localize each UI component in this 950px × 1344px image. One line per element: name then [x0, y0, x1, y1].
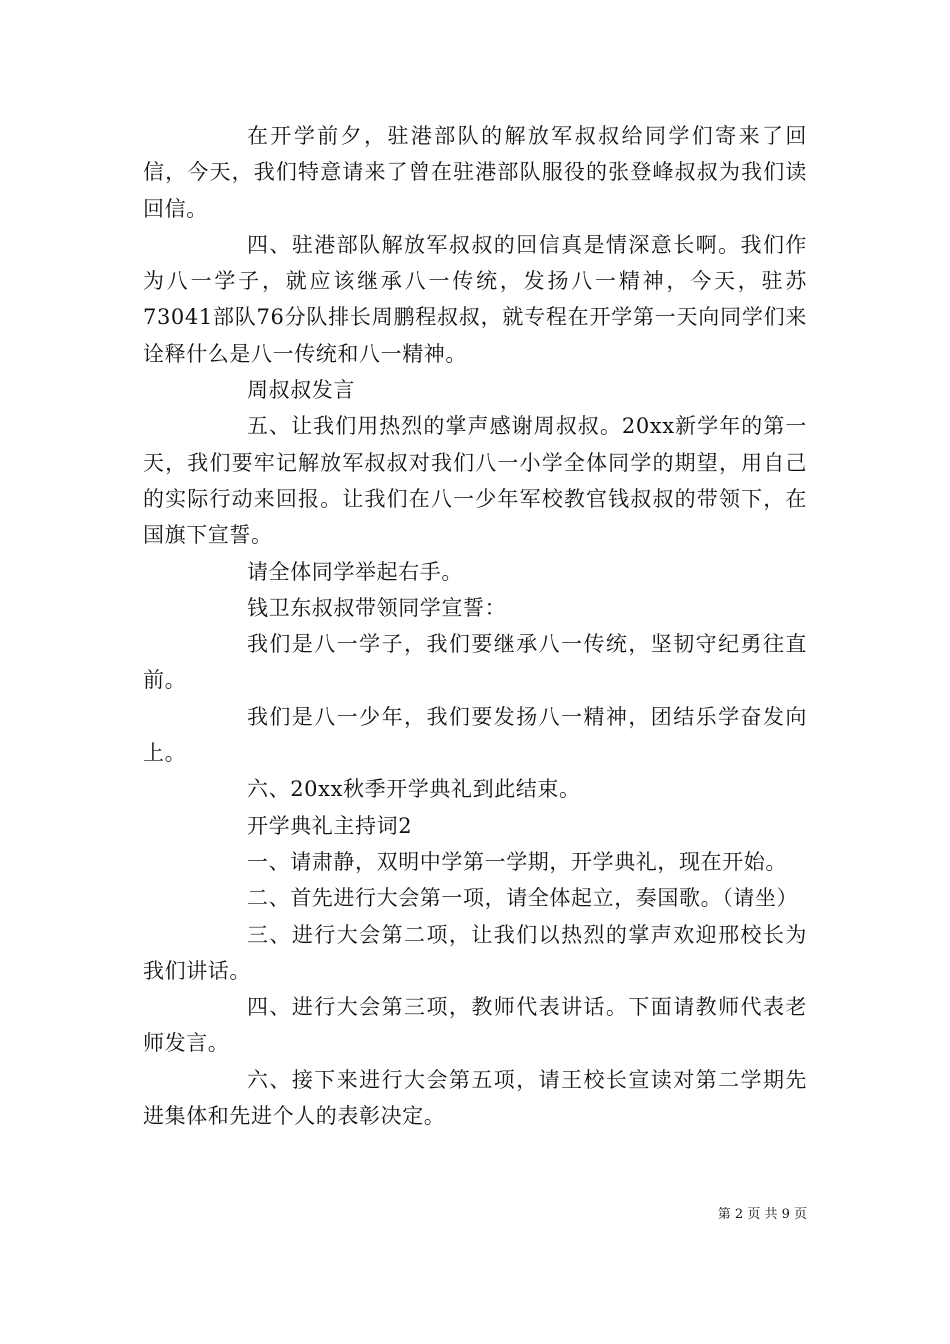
paragraph: 四、驻港部队解放军叔叔的回信真是情深意长啊。我们作为八一学子，就应该继承八一传统，发扬八一精神，今天，驻苏73041部队76分队排长周鹏程叔叔，就专程在开学第一天向同学们来诠释什么是八一传统和八一精神。 [143, 232, 807, 366]
paragraph: 周叔叔发言 [247, 378, 355, 403]
page-number-footer: 第 2 页 共 9 页 [717, 1207, 807, 1222]
paragraph: 四、进行大会第三项，教师代表讲话。下面请教师代表老师发言。 [143, 995, 807, 1056]
paragraph: 一、请肃静，双明中学第一学期，开学典礼，现在开始。 [247, 849, 787, 874]
paragraph: 二、首先进行大会第一项，请全体起立，奏国歌。（请坐） [247, 886, 799, 911]
paragraph: 我们是八一学子，我们要继承八一传统，坚韧守纪勇往直前。 [143, 632, 807, 693]
paragraph: 请全体同学举起右手。 [247, 559, 463, 584]
paragraph: 在开学前夕，驻港部队的解放军叔叔给同学们寄来了回信，今天，我们特意请来了曾在驻港部队服役的张登峰叔叔为我们读回信。 [143, 124, 807, 221]
paragraph: 我们是八一少年，我们要发扬八一精神，团结乐学奋发向上。 [143, 704, 807, 766]
paragraph: 三、进行大会第二项，让我们以热烈的掌声欢迎邢校长为我们讲话。 [143, 922, 807, 983]
paragraph: 六、20xx秋季开学典礼到此结束。 [247, 777, 581, 802]
paragraph: 开学典礼主持词2 [247, 813, 413, 838]
paragraph: 六、接下来进行大会第五项，请王校长宣读对第二学期先进集体和先进个人的表彰决定。 [143, 1067, 807, 1129]
paragraph: 五、让我们用热烈的掌声感谢周叔叔。20xx新学年的第一天，我们要牢记解放军叔叔对我们八一小学全体同学的期望，用自己的实际行动来回报。让我们在八一少年军校教官钱叔叔的带领下，在国旗下宣誓。 [143, 414, 807, 548]
document-body [143, 118, 807, 1134]
paragraph: 钱卫东叔叔带领同学宣誓： [247, 595, 507, 620]
